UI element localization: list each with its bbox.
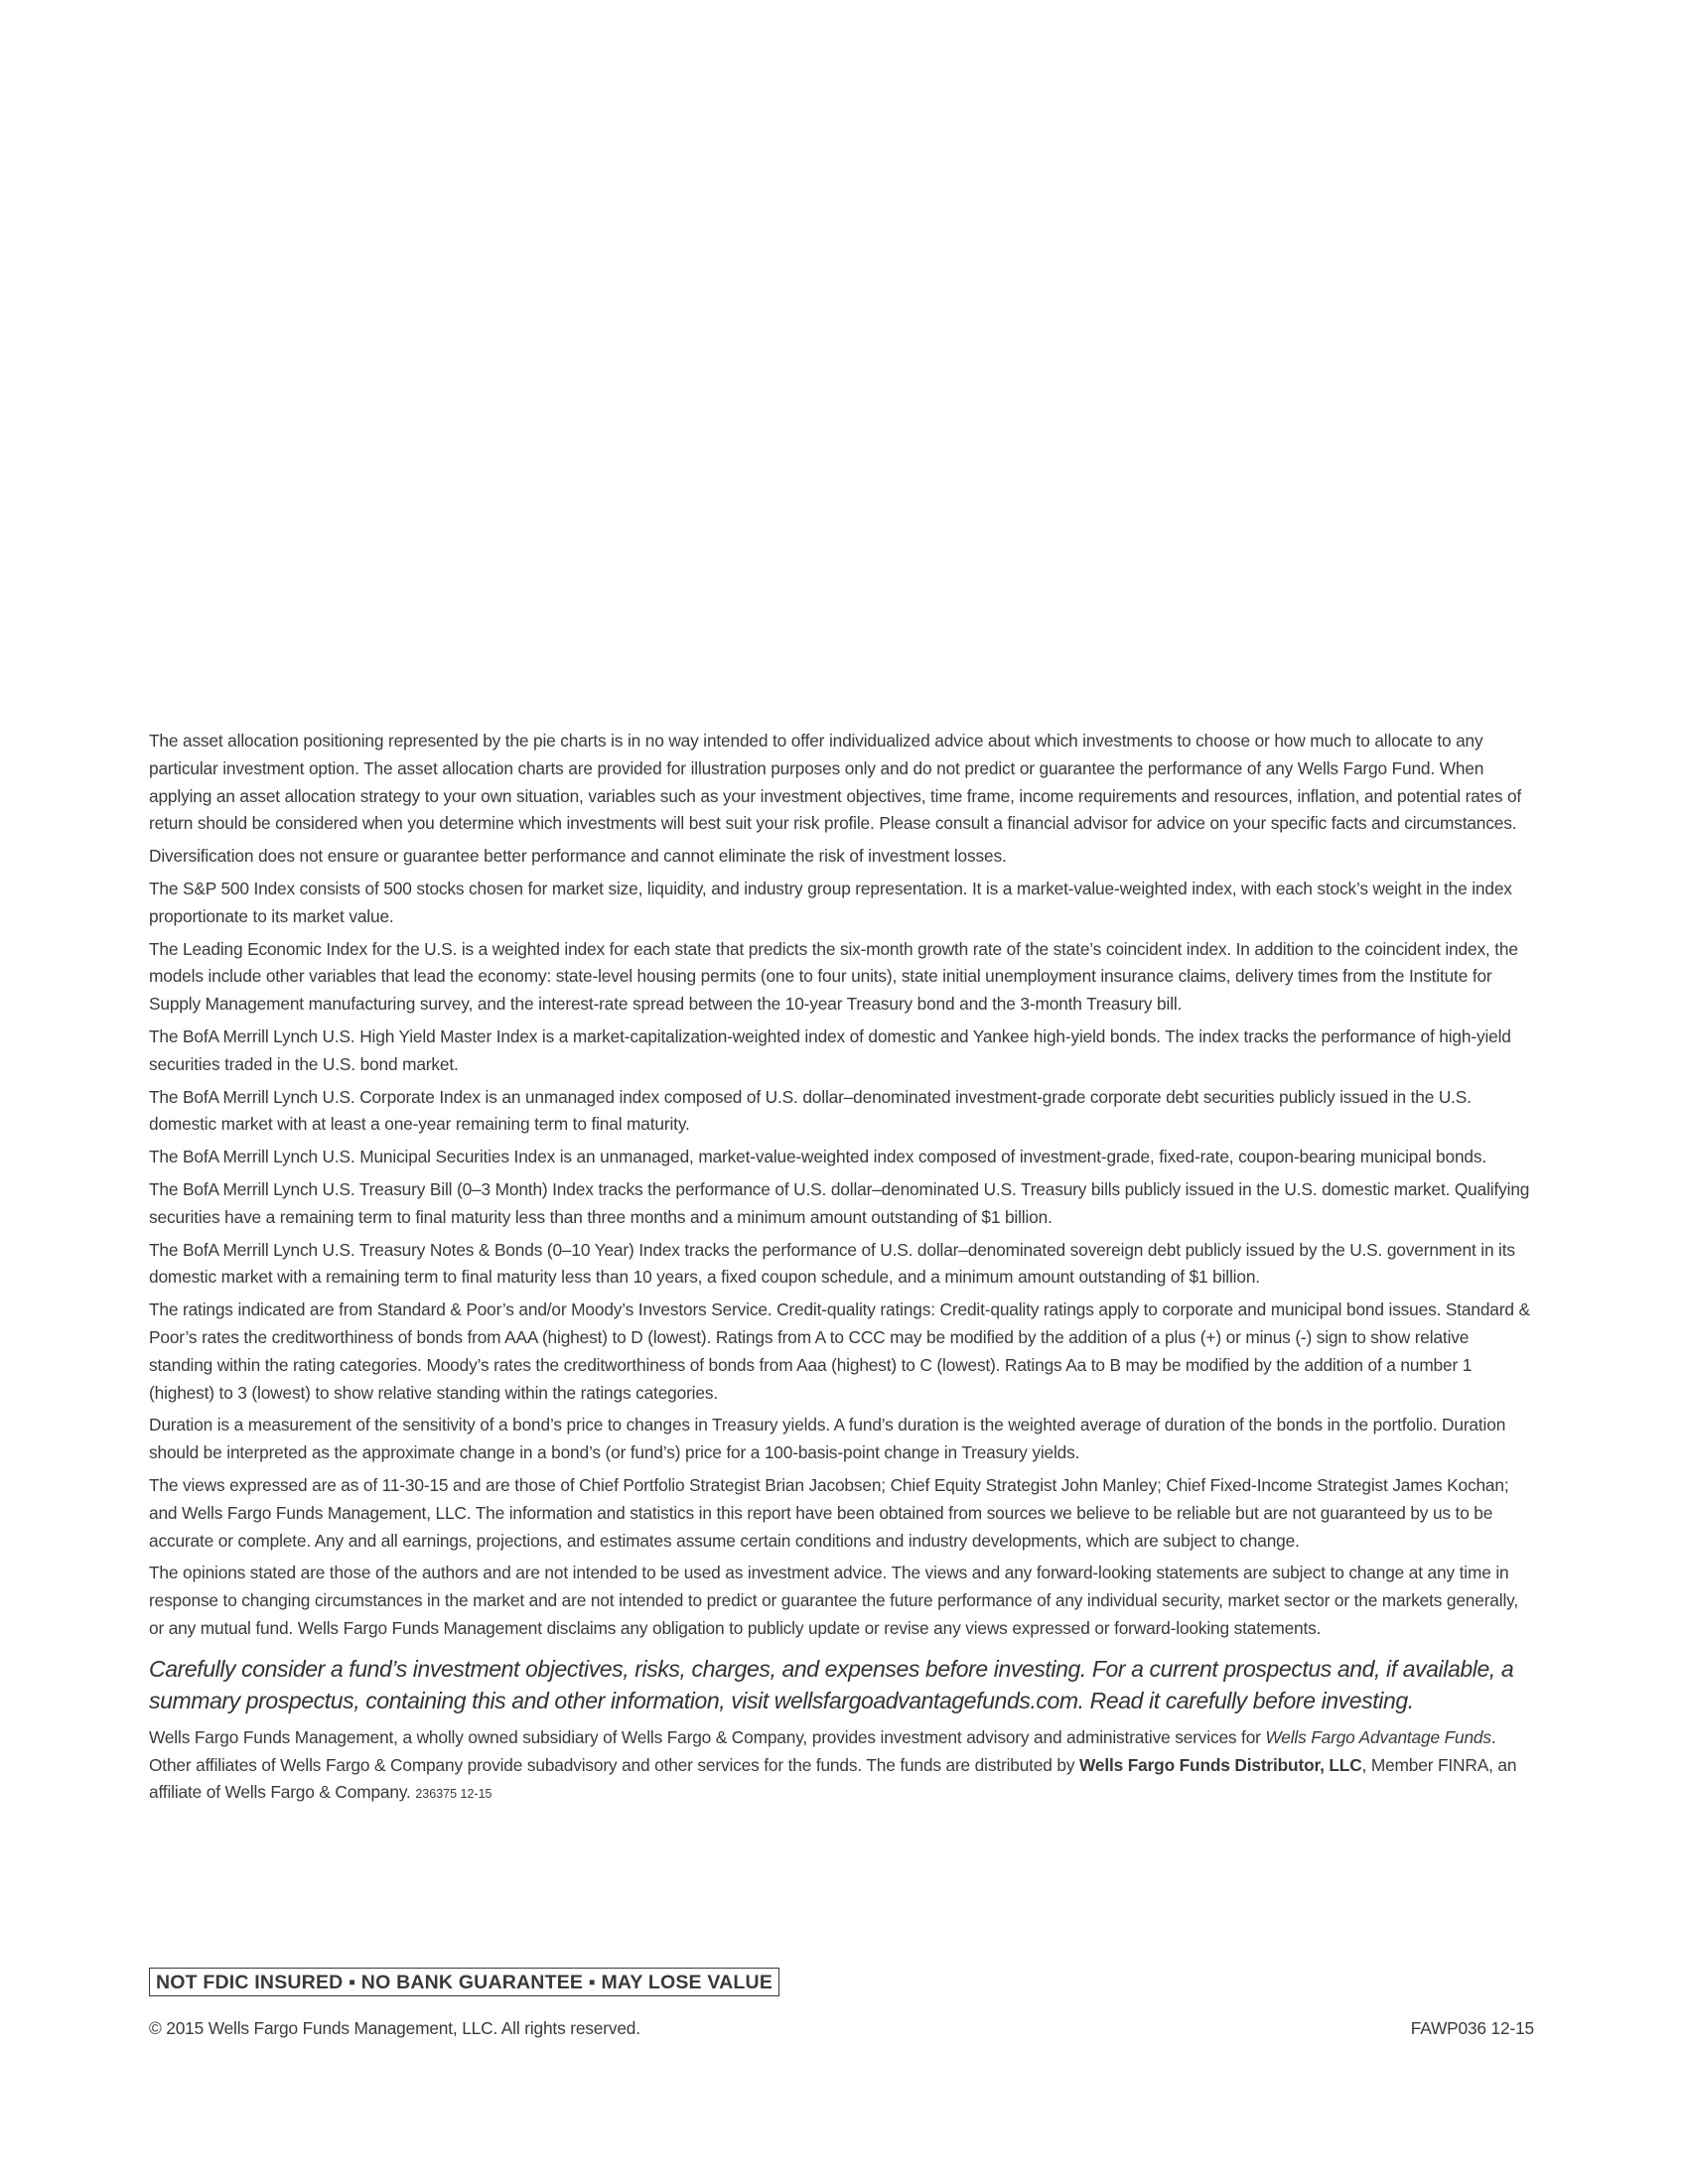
fund-info-advantage-funds: Wells Fargo Advantage Funds [1265, 1726, 1491, 1747]
fdic-warning-box: NOT FDIC INSURED ▪ NO BANK GUARANTEE ▪ MAY LOSE VALUE [149, 1968, 779, 1996]
disclosure-asset-allocation: The asset allocation positioning represented by the pie charts is in no way intended to offer individualized advice about which investments to choose or how much to allocate to any particular investment option. The asset allocation charts are provided for illustration purposes only and do not predict or guarantee the performance of any Wells Fargo Fund. When applying an asset allocation strategy to your own situation, variables such as your investment objectives, time frame, income requirements and resources, inflation, and potential rates of return should be considered when you determine which investments will best suit your risk profile. Please consult a financial advisor for advice on your specific facts and circumstances. [149, 731, 1522, 834]
disclosure-municipal-index: The BofA Merrill Lynch U.S. Municipal Securities Index is an unmanaged, market-value-weighted index composed of investment-grade, fixed-rate, coupon-bearing municipal bonds. [149, 1147, 1487, 1167]
fund-info-distributor: Wells Fargo Funds Distributor, LLC [1079, 1754, 1362, 1775]
page-footer [149, 2015, 1534, 2041]
fund-management-info [149, 1724, 1534, 1809]
copyright-notice: © 2015 Wells Fargo Funds Management, LLC. All rights reserved. [149, 2018, 640, 2038]
fund-info-text-1: Wells Fargo Funds Management, a wholly owned subsidiary of Wells Fargo & Company, provides investment advisory and administrative services for [149, 1726, 1266, 1747]
fund-info-code: 236375 12-15 [415, 1787, 492, 1802]
disclosure-treasury-notes-index: The BofA Merrill Lynch U.S. Treasury Notes & Bonds (0–10 Year) Index tracks the performance of U.S. dollar–denominated sovereign debt publicly issued by the U.S. government in its domestic market with a remaining term to final maturity less than 10 years, a fixed coupon schedule, and a minimum amount outstanding of $1 billion. [149, 1239, 1515, 1288]
prospectus-callout: Carefully consider a fund’s investment objectives, risks, charges, and expenses before investing. For a current prospectus and, if available, a summary prospectus, containing this and other information, visit wellsfargoadvantagefunds.com. Read it carefully before investing. [149, 1655, 1514, 1713]
fund-info-text-2: . Other affiliates of Wells Fargo & Company provide subadvisory and other services for the funds. The funds are distributed by [149, 1726, 1496, 1775]
disclosures-section [149, 728, 1534, 1809]
disclosure-high-yield-index: The BofA Merrill Lynch U.S. High Yield Master Index is a market-capitalization-weighted index of domestic and Yankee high-yield bonds. The index tracks the performance of high-yield securities traded in the U.S. bond market. [149, 1025, 1511, 1074]
disclosure-corporate-index: The BofA Merrill Lynch U.S. Corporate Index is an unmanaged index composed of U.S. dollar–denominated investment-grade corporate debt securities publicly issued in the U.S. domestic market with at least a one-year remaining term to final maturity. [149, 1086, 1472, 1135]
disclosure-leading-economic-index: The Leading Economic Index for the U.S. is a weighted index for each state that predicts the six-month growth rate of the state’s coincident index. In addition to the coincident index, the models include other variables that lead the economy: state-level housing permits (one to four units), state initial unemployment insurance claims, delivery times from the Institute for Supply Management manufacturing survey, and the interest-rate spread between the 10-year Treasury bond and the 3-month Treasury bill. [149, 938, 1518, 1015]
document-code: FAWP036 12-15 [1410, 2018, 1534, 2038]
fund-info-text-3: , Member FINRA, an affiliate of Wells Fargo & Company. [149, 1754, 1517, 1803]
disclosure-diversification: Diversification does not ensure or guarantee better performance and cannot eliminate the risk of investment losses. [149, 846, 1007, 867]
disclosure-treasury-bill-index: The BofA Merrill Lynch U.S. Treasury Bill (0–3 Month) Index tracks the performance of U.S. dollar–denominated U.S. Treasury bills publicly issued in the U.S. domestic market. Qualifying securities have a remaining term to final maturity less than three months and a minimum amount outstanding of $1 billion. [149, 1178, 1530, 1227]
disclosure-sp500-index: The S&P 500 Index consists of 500 stocks chosen for market size, liquidity, and industry group representation. It is a market-value-weighted index, with each stock’s weight in the index proportionate to its market value. [149, 878, 1512, 926]
disclosure-views: The views expressed are as of 11-30-15 and are those of Chief Portfolio Strategist Brian Jacobsen; Chief Equity Strategist John Manley; Chief Fixed-Income Strategist James Kochan; and Wells Fargo Funds Management, LLC. The information and statistics in this report have been obtained from sources we believe to be reliable but are not guaranteed by us to be accurate or complete. Any and all earnings, projections, and estimates assume certain conditions and industry developments, which are subject to change. [149, 1474, 1509, 1551]
disclosure-ratings: The ratings indicated are from Standard & Poor’s and/or Moody’s Investors Service. Credit-quality ratings: Credit-quality ratings apply to corporate and municipal bond issues. Standard & Poor’s rates the creditworthiness of bonds from AAA (highest) to D (lowest). Ratings from A to CCC may be modified by the addition of a plus (+) or minus (-) sign to show relative standing within the rating categories. Moody’s rates the creditworthiness of bonds from Aaa (highest) to C (lowest). Ratings Aa to B may be modified by the addition of a number 1 (highest) to 3 (lowest) to show relative standing within the ratings categories. [149, 1299, 1530, 1403]
disclosure-duration: Duration is a measurement of the sensitivity of a bond’s price to changes in Treasury yields. A fund’s duration is the weighted average of duration of the bonds in the portfolio. Duration should be interpreted as the approximate change in a bond’s (or fund’s) price for a 100-basis-point change in Treasury yields. [149, 1415, 1506, 1463]
disclosure-opinions: The opinions stated are those of the authors and are not intended to be used as investment advice. The views and any forward-looking statements are subject to change at any time in response to changing circumstances in the market and are not intended to predict or guarantee the future performance of any individual security, market sector or the markets generally, or any mutual fund. Wells Fargo Funds Management disclaims any obligation to publicly update or revise any views expressed or forward-looking statements. [149, 1563, 1519, 1638]
